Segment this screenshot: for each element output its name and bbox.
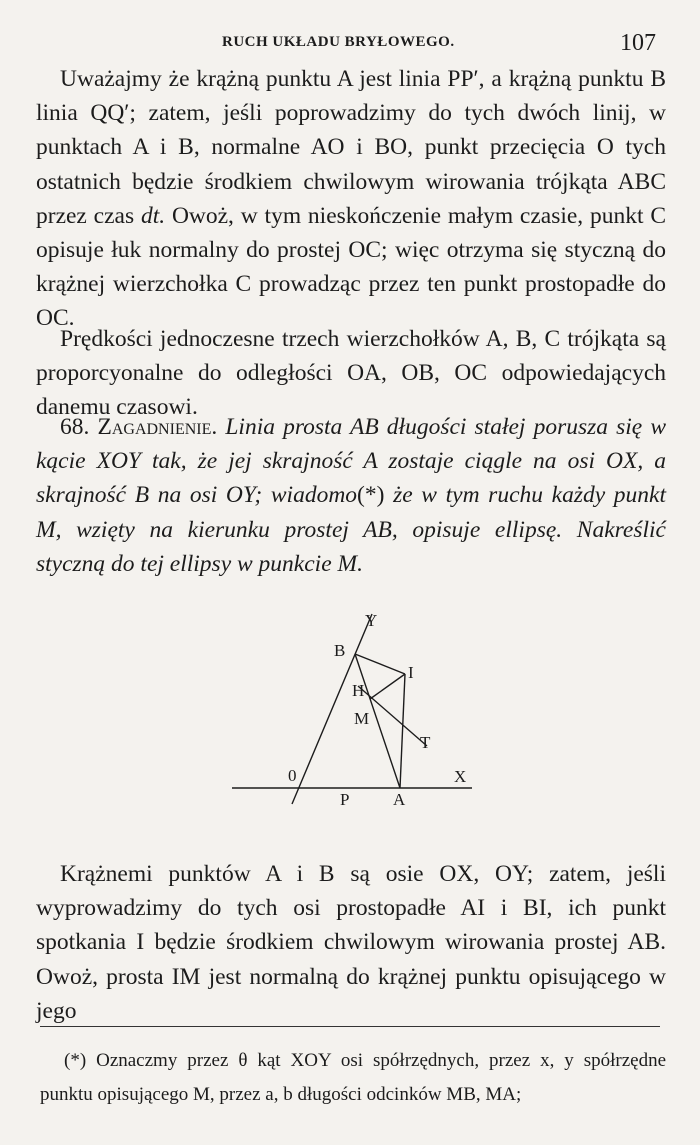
label-a: A	[393, 790, 406, 809]
label-p: P	[340, 790, 350, 809]
problem-text-b: że w tym ruchu każdy punkt M, wzięty na kierunku prostej AB, opisuje ellipsę. Nakreślić styczną do tej ellipsy w punkcie M.	[36, 482, 666, 577]
paragraph-1-text: Uważajmy że krążną punktu A jest linia PP′, a krążną punktu B linia QQ′; zatem, jeśli poprowadzimy do tych dwóch linij, w punktach A i B, normalne AO i BO, punkt przecięcia O tych ostatnich będzie środkiem chwilowym wirowania trójkąta ABC przez czas	[36, 66, 666, 229]
page-header	[0, 30, 700, 60]
paragraph-1-end: Owoż, w tym nieskończenie małym czasie, punkt C opisuje łuk normalny do prostej OC; więc otrzyma się styczną do krążnej wierzchołka C prowadząc przez ten punkt prostopadłe do OC.	[36, 202, 667, 332]
problem-heading: Zagadnienie.	[97, 414, 218, 440]
figure-svg	[222, 606, 482, 811]
problem-68	[36, 410, 666, 581]
label-h: H	[352, 681, 365, 700]
problem-text-a: Linia prosta AB długości stałej porusza się w kącie XOY tak, że jej skrajność A zostaje ciągle na osi OX, a skrajność B na osi OY; wiadomo	[36, 414, 666, 509]
label-b: B	[334, 641, 346, 660]
label-m: M	[354, 709, 370, 728]
footnote	[40, 1044, 666, 1112]
footnote-mark: (*)	[64, 1050, 87, 1071]
label-t: T	[420, 733, 431, 752]
footnote-mark-inline: (*)	[357, 482, 385, 509]
label-o: 0	[288, 766, 297, 785]
page-number: 107	[620, 30, 656, 56]
label-x: X	[454, 767, 467, 786]
paragraph-1	[36, 62, 666, 336]
label-i: I	[408, 663, 414, 682]
label-y: Y	[365, 611, 378, 630]
geometric-figure	[222, 606, 482, 811]
running-head: RUCH UKŁADU BRYŁOWEGO.	[222, 34, 455, 50]
problem-number: 68.	[60, 414, 90, 440]
footnote-rule	[40, 1026, 660, 1027]
paragraph-4: Krążnemi punktów A i B są osie OX, OY; zatem, jeśli wyprowadzimy do tych osi prostopadłe AI i BI, ich punkt spotkania I będzie środkiem chwilowym wirowania prostej AB. Owoż, prosta IM jest normalną do krążnej punktu opisującego w jego	[36, 861, 666, 1024]
footnote-text: Oznaczmy przez θ kąt XOY osi spółrzędnych, przez x, y spółrzędne punktu opisującego M, przez a, b długości odcinków MB, MA;	[40, 1050, 666, 1105]
paragraph-1-dt: dt.	[140, 202, 166, 229]
paragraph-2: Prędkości jednoczesne trzech wierzchołków A, B, C trójkąta są proporcyonalne do odległości OA, OB, OC odpowiedających danemu czasowi.	[36, 326, 666, 421]
segment-ai	[400, 674, 405, 788]
segment-bi	[355, 654, 405, 674]
segment-im	[370, 674, 405, 699]
